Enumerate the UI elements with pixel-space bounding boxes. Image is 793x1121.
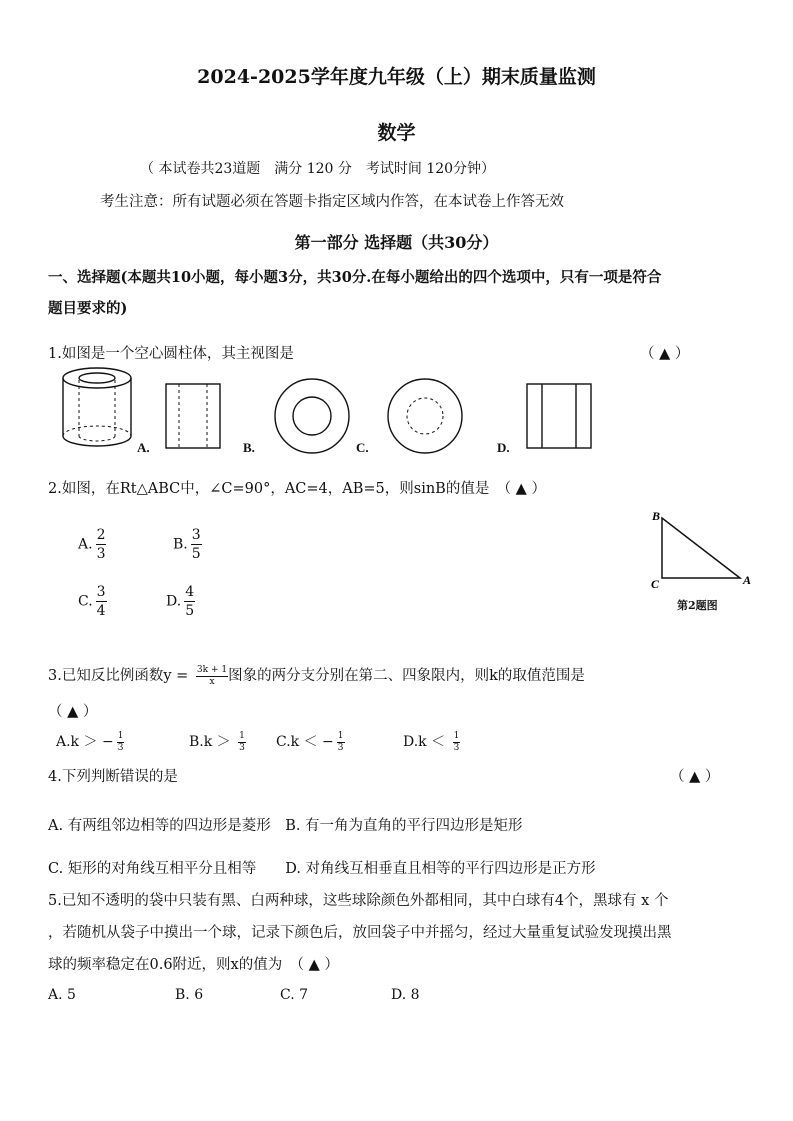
q1-stem: 1.如图是一个空心圆柱体，其主视图是 [48,346,294,362]
q3-stem [48,664,585,687]
q2-figure-caption: 第2题图 [677,599,718,612]
q3-option-b-den: 3 [239,742,245,753]
q1-option-b-figure [272,376,352,456]
q4-options-line2: C. 矩形的对角线互相平分且相等 D. 对角线互相垂直且相等的平行四边形是正方形 [48,861,596,877]
q1-option-d-label: D. [497,440,510,455]
q2-option-c-den: 4 [96,603,106,619]
q3-option-c-den: 3 [337,742,344,753]
q3-option-a[interactable] [56,731,124,753]
exam-info: （ 本试卷共23道题 满分 120 分 考试时间 120分钟） [140,161,496,177]
q5-option-d[interactable]: D. 8 [391,987,420,1003]
q5-option-a[interactable]: A. 5 [48,987,76,1003]
q3-frac-num: 3k + 1 [196,664,228,675]
exam-title: 2024-2025学年度九年级（上）期末质量监测 [197,66,596,88]
q2-option-c-num: 3 [96,584,106,600]
q2-option-a-label: A. [78,536,93,553]
instructions-line2: 题目要求的) [48,300,128,317]
q1-option-a-label: A. [137,440,150,455]
vertex-a-label: A [743,573,752,587]
q5-option-c[interactable]: C. 7 [280,987,309,1003]
q4-answer-mark: （ ▲ ） [670,769,720,785]
q1-option-c-figure [385,376,465,456]
q2-option-a[interactable] [78,528,106,561]
q3-option-d-label: D.k ＜ [403,734,450,750]
q4-options-line1: A. 有两组邻边相等的四边形是菱形 B. 有一角为直角的平行四边形是矩形 [48,818,523,834]
instructions-line1: 一、选择题(本题共10小题，每小题3分，共30分.在每小题给出的四个选项中，只有一项是符合 [48,269,662,286]
q5-stem-line3: 球的频率稳定在0.6附近，则x的值为 （ ▲ ） [48,957,339,973]
q2-option-b-num: 3 [191,527,201,543]
part1-heading: 第一部分 选择题（共30分） [294,233,499,252]
q3-option-b-num: 1 [239,730,245,741]
q3-option-c-label: C.k ＜ − [276,734,334,750]
hollow-cylinder-figure [58,364,136,452]
q2-option-b[interactable] [173,528,202,561]
q3-stem-pre: 3.已知反比例函数y = [48,668,193,684]
q3-stem-post: 图象的两分支分别在第二、四象限内，则k的取值范围是 [228,668,585,684]
q5-option-b[interactable]: B. 6 [175,987,204,1003]
q2-option-c-label: C. [78,593,93,610]
vertex-c-label: C [651,577,660,591]
q3-option-a-label: A.k ＞ − [56,734,114,750]
q2-option-b-den: 5 [191,546,201,562]
q5-stem-line2: ，若随机从袋子中摸出一个球，记录下颜色后，放回袋子中并摇匀，经过大量重复试验发现摸出黑 [48,925,672,941]
q2-option-d-den: 5 [185,603,195,619]
q2-stem: 2.如图，在Rt△ABC中，∠C=90°，AC=4，AB=5，则sinB的值是 （ ▲ ） [48,481,546,497]
q3-option-d[interactable] [403,731,460,753]
q2-option-b-label: B. [173,536,188,553]
q3-option-b[interactable] [189,731,246,753]
q3-option-a-den: 3 [117,742,124,753]
q2-option-d[interactable] [166,585,195,618]
q4-stem: 4.下列判断错误的是 [48,769,178,785]
q2-option-d-label: D. [166,593,182,610]
q3-option-c-num: 1 [337,730,344,741]
q1-option-b-label: B. [243,440,255,455]
exam-subject: 数学 [377,122,416,144]
q3-option-d-num: 1 [453,730,460,741]
q1-option-c-label: C. [356,440,369,455]
exam-notice: 考生注意：所有试题必须在答题卡指定区域内作答，在本试卷上作答无效 [100,194,564,210]
q3-option-d-den: 3 [453,742,460,753]
q3-frac-den: x [209,676,215,687]
q2-option-a-num: 2 [96,527,106,543]
q3-option-c[interactable] [276,731,345,753]
q1-option-d-figure [525,382,595,452]
right-triangle-figure [648,508,758,592]
q2-option-d-num: 4 [185,584,195,600]
q3-option-a-num: 1 [117,730,124,741]
q3-option-b-label: B.k ＞ [189,734,236,750]
q2-option-a-den: 3 [96,546,106,562]
q5-stem-line1: 5.已知不透明的袋中只装有黑、白两种球，这些球除颜色外都相同，其中白球有4个，黑球有 x 个 [48,893,669,909]
vertex-b-label: B [652,509,661,523]
q3-answer-mark: （ ▲ ） [48,704,98,720]
q2-option-c[interactable] [78,585,107,618]
q1-answer-mark: （ ▲ ） [640,346,690,362]
q1-option-a-figure [164,382,224,452]
